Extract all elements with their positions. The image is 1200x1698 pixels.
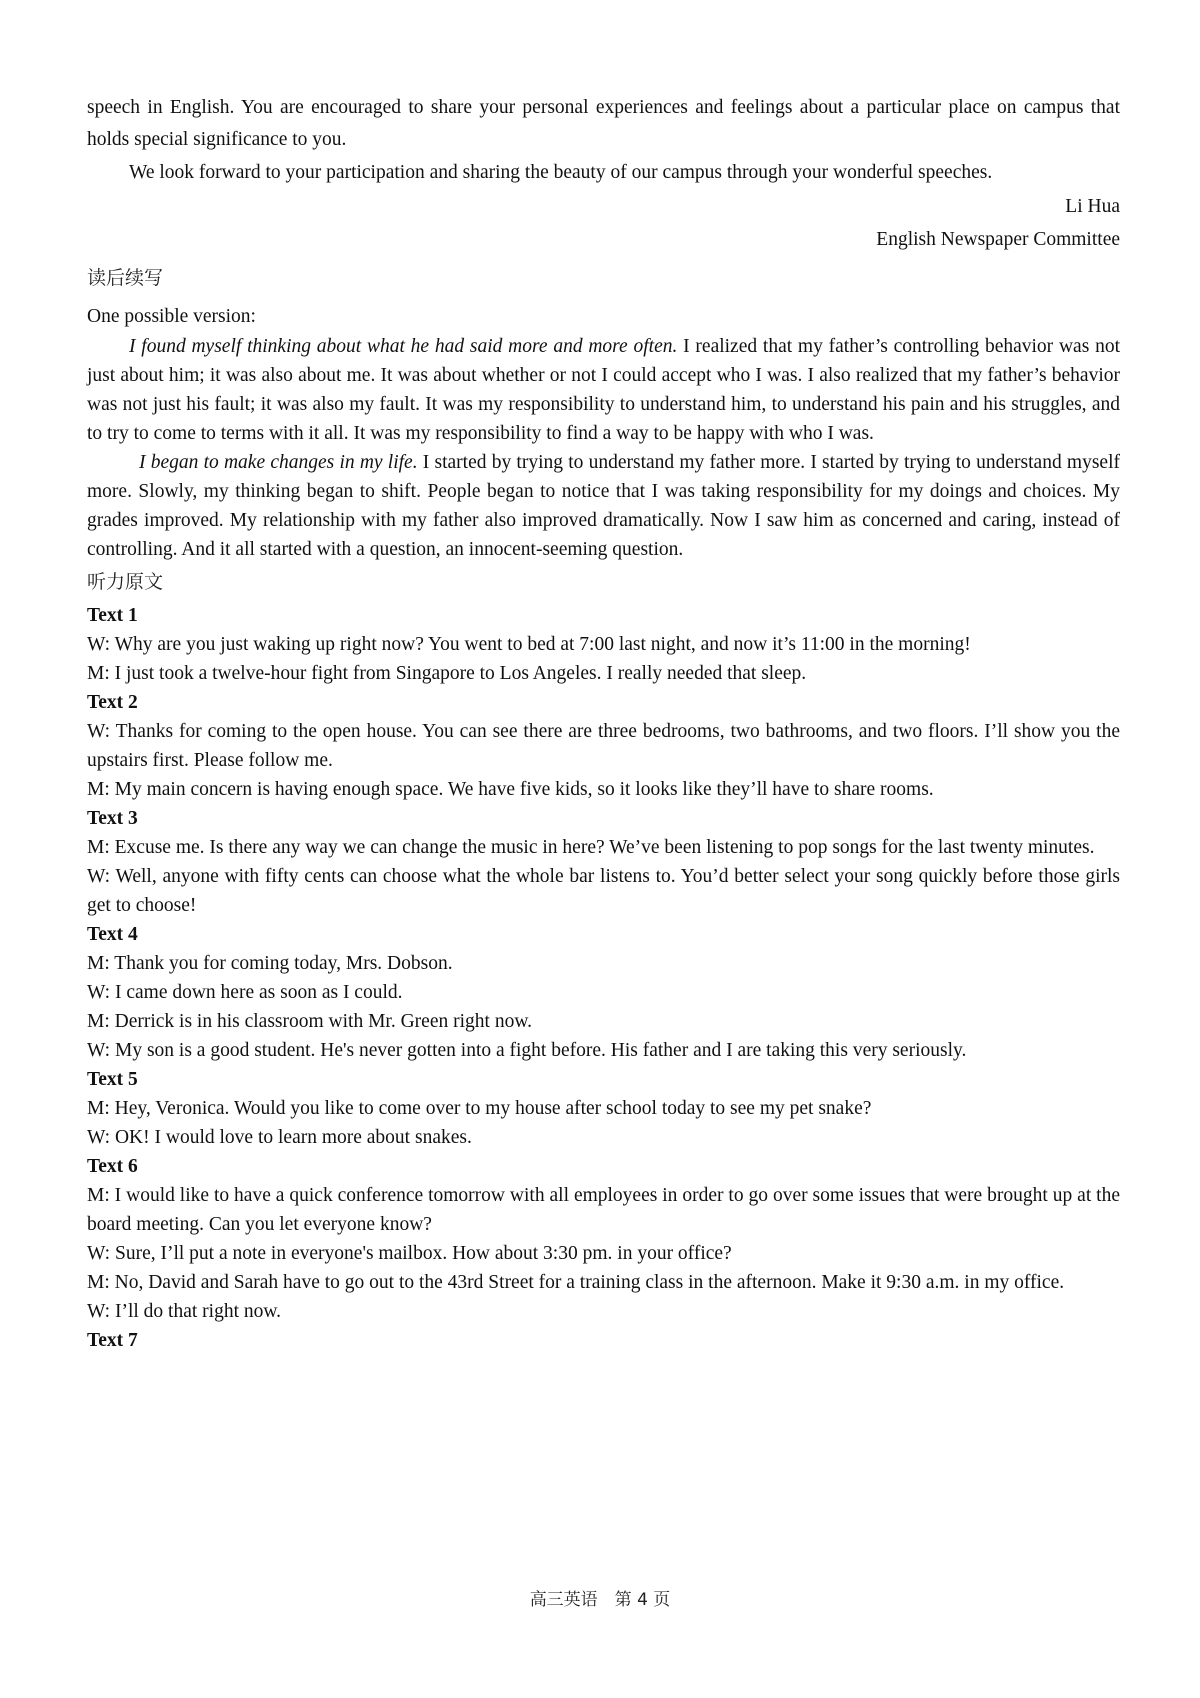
letter-paragraph-2: We look forward to your participation and sharing the beauty of our campus through your wonderful speeches. xyxy=(129,162,993,183)
transcript-title: Text 4 xyxy=(87,924,138,945)
transcript-title: Text 2 xyxy=(87,692,138,713)
signature-name: Li Hua xyxy=(1065,195,1120,217)
dialogue-line: M: Thank you for coming today, Mrs. Dobson. xyxy=(87,953,453,974)
document-page xyxy=(87,92,1120,1355)
dialogue-line: W: I came down here as soon as I could. xyxy=(87,982,403,1003)
continuation-intro: One possible version: xyxy=(87,305,256,327)
dialogue-line: M: No, David and Sarah have to go out to the 43rd Street for a training class in the afternoon. Make it 9:30 a.m. in my office. xyxy=(87,1272,1065,1293)
dialogue-line: M: My main concern is having enough space. We have five kids, so it looks like they’ll have to share rooms. xyxy=(87,779,934,800)
dialogue-line: W: I’ll do that right now. xyxy=(87,1301,282,1322)
transcript-title: Text 7 xyxy=(87,1330,138,1351)
dialogue-line: W: Well, anyone with fifty cents can choose what the whole bar listens to. You’d better select your song quickly before those girls get to choose! xyxy=(87,866,1120,916)
dialogue-line: W: OK! I would love to learn more about snakes. xyxy=(87,1127,472,1148)
page-footer: 高三英语 第 4 页 xyxy=(529,1590,671,1610)
transcript-title: Text 3 xyxy=(87,808,138,829)
paragraph-1-body: I realized that my father’s controlling behavior was not just about him; it was also about me. It was about whether or not I could accept who I was. I also realized that my father’s behavior was not just his fault; it was also my fault. It was my responsibility to understand him, to understand his pain and his struggles, and to try to come to terms with it all. It was my responsibility to find a way to be happy with who I was. xyxy=(87,336,1120,444)
dialogue-line: M: Derrick is in his classroom with Mr. Green right now. xyxy=(87,1011,533,1032)
paragraph-2-lead-sentence: I began to make changes in my life. xyxy=(139,452,418,473)
dialogue-line: W: Sure, I’ll put a note in everyone's mailbox. How about 3:30 pm. in your office? xyxy=(87,1243,732,1264)
continuation-paragraph-2 xyxy=(87,448,1120,564)
dialogue-line: M: Excuse me. Is there any way we can change the music in here? We’ve been listening to pop songs for the last twenty minutes. xyxy=(87,837,1095,858)
continuation-heading: 读后续写 xyxy=(87,266,164,289)
continuation-paragraph-1 xyxy=(87,332,1120,448)
dialogue-line: W: Thanks for coming to the open house. You can see there are three bedrooms, two bathrooms, and two floors. I’ll show you the upstairs first. Please follow me. xyxy=(87,721,1120,771)
letter-paragraph-1: speech in English. You are encouraged to share your personal experiences and feelings about a particular place on campus that holds special significance to you. xyxy=(87,97,1120,150)
dialogue-line: W: My son is a good student. He's never gotten into a fight before. His father and I are taking this very seriously. xyxy=(87,1040,967,1061)
dialogue-line: M: I just took a twelve-hour fight from Singapore to Los Angeles. I really needed that sleep. xyxy=(87,663,807,684)
transcript-title: Text 6 xyxy=(87,1156,138,1177)
dialogue-line: M: I would like to have a quick conference tomorrow with all employees in order to go over some issues that were brought up at the board meeting. Can you let everyone know? xyxy=(87,1185,1120,1235)
paragraph-2-body: I started by trying to understand my father more. I started by trying to understand myself more. Slowly, my thinking began to shift. People began to notice that I was taking responsibility for my doings and choices. My grades improved. My relationship with my father also improved dramatically. Now I saw him as concerned and caring, instead of controlling. And it all started with a question, an innocent-seeming question. xyxy=(87,452,1120,560)
transcript-title: Text 5 xyxy=(87,1069,138,1090)
paragraph-1-lead-sentence: I found myself thinking about what he had said more and more often. xyxy=(129,336,678,357)
listening-heading: 听力原文 xyxy=(87,571,164,593)
signature-org: English Newspaper Committee xyxy=(876,229,1120,250)
dialogue-line: W: Why are you just waking up right now? You went to bed at 7:00 last night, and now it’s 11:00 in the morning! xyxy=(87,634,971,655)
listening-transcripts xyxy=(87,601,1120,1355)
transcript-title: Text 1 xyxy=(87,605,138,626)
dialogue-line: M: Hey, Veronica. Would you like to come over to my house after school today to see my pet snake? xyxy=(87,1098,872,1119)
